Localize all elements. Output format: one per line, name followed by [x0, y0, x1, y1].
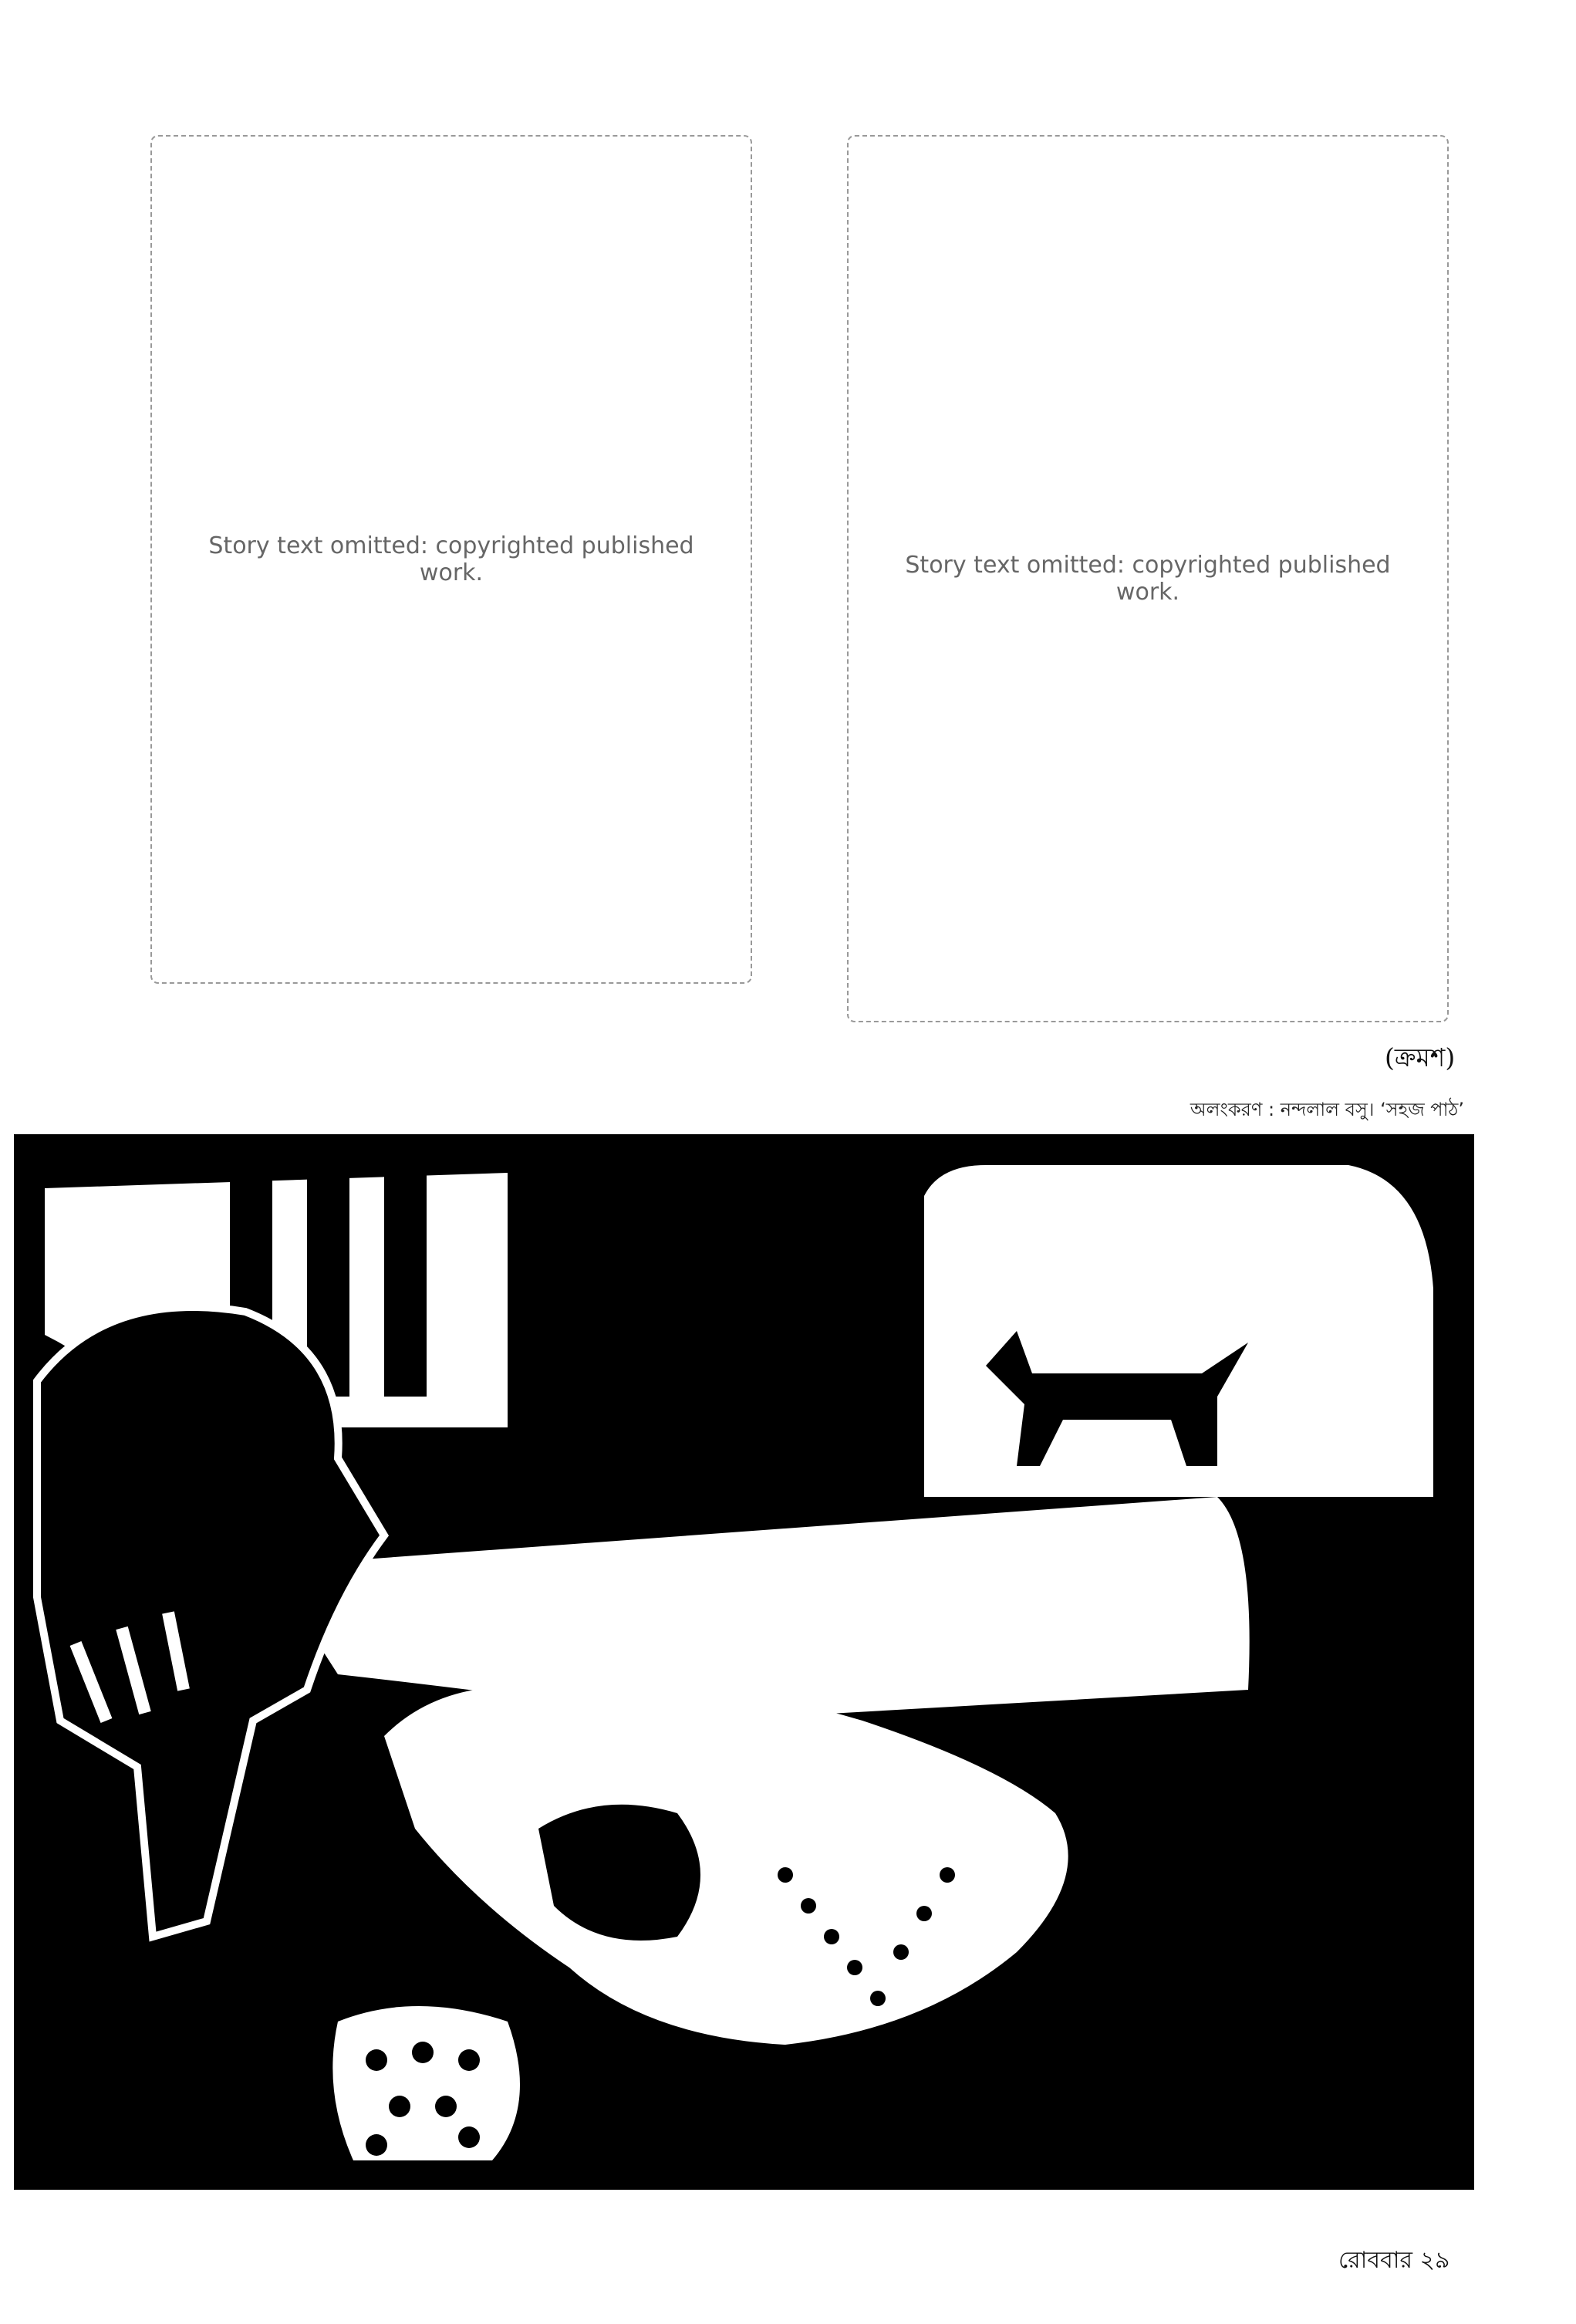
illustration-art [14, 1134, 1474, 2190]
illustration-credit: অলংকরণ : নন্দলাল বসু। ‘সহজ পাঠ’ [1190, 1099, 1464, 1120]
window-arch [924, 1165, 1433, 1497]
continuation-marker: (ক্রমশ) [1385, 1042, 1456, 1072]
page-folio: রোববার ২৯ [1338, 2247, 1450, 2274]
patterned-cloth [332, 2006, 520, 2160]
left-text-column [150, 135, 752, 984]
omitted-story-text-continued: Story text omitted: copyrighted published work. [847, 135, 1449, 1022]
woodcut-illustration [14, 1134, 1474, 2190]
omitted-story-text: Story text omitted: copyrighted published work. [150, 135, 752, 984]
bar-3 [384, 1173, 427, 1397]
right-text-column [847, 135, 1449, 1022]
